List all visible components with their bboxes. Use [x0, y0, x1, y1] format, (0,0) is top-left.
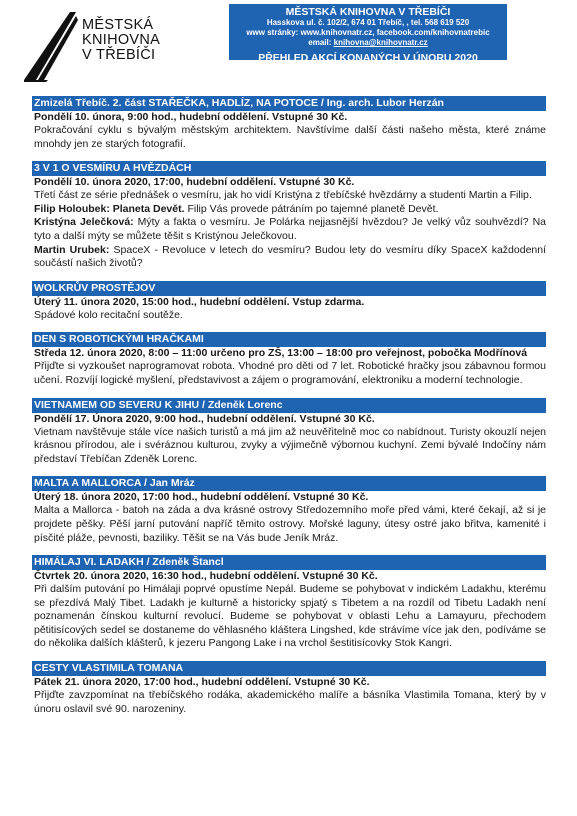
- paragraph-text: Vietnam navštěvuje stále více našich turistů a má jim až neuvěřitelně moc co nabídnout. Turisty okouzlí nejen krásnou přírodou, ale i svéráznou kulturou, zvyky a výjimečně výbornou kuchyní. Zemi bývalé Indočíny nám představí Třebíčan Zdeněk Lorenc.: [34, 425, 546, 465]
- event-paragraph: [34, 689, 546, 716]
- library-web: www stránky: www.knihovnatr.cz, facebook.com/knihovnatrebic: [246, 28, 490, 37]
- paragraph-text: Filip Vás provede pátráním po tajemné planetě Devět.: [184, 202, 439, 215]
- email-link[interactable]: knihovna@knihovnatr.cz: [333, 38, 428, 47]
- event-title: DEN S ROBOTICKÝMI HRAČKAMI: [32, 332, 546, 347]
- event-date: Pondělí 10. února 2020, 17:00, hudební oddělení. Vstupné 30 Kč.: [34, 176, 355, 189]
- event-paragraph: [34, 504, 546, 545]
- speaker-lead: Martin Urubek:: [34, 243, 110, 256]
- event-title: WOLKRŮV PROSTĚJOV: [32, 281, 546, 296]
- header-contact-block: [229, 4, 507, 64]
- event-paragraph: [34, 309, 546, 323]
- event-paragraph: [34, 189, 546, 203]
- paragraph-text: Malta a Mallorca - batoh na záda a dva krásné ostrovy Středozemního moře před vámi, které čekají, až si je projdete pěšky. Pěší jarní putování napříč těmito ostrovy. Mořské laguny, útesy ostré jako břitva, kamenité i písčité pláže, pevnosti, baziliky. Těšit se na Vás bude Jeník Mráz.: [34, 504, 546, 544]
- event-title: 3 V 1 O VESMÍRU A HVĚZDÁCH: [32, 161, 546, 176]
- logo-line: MĚSTSKÁ: [82, 17, 154, 33]
- event-description: [32, 504, 546, 545]
- event-title: VIETNAMEM OD SEVERU K JIHU / Zdeněk Lorenc: [32, 398, 546, 413]
- event-item: [32, 281, 546, 323]
- event-title: HIMÁLAJ VI. LADAKH / Zdeněk Štancl: [32, 555, 546, 570]
- library-email-line: [229, 38, 507, 48]
- logo-line: V TŘEBÍČI: [82, 47, 156, 63]
- paragraph-text: Přijďte zavzpomínat na třebíčského rodáka, akademického malíře a básníka Vlastimila Tomana, který by v únoru oslavil své 90. narozeniny.: [34, 689, 546, 715]
- event-description: [32, 124, 546, 151]
- event-title: MALTA A MALLORCA / Jan Mráz: [32, 476, 546, 491]
- library-name: MĚSTSKÁ KNIHOVNA V TŘEBÍČI: [285, 6, 451, 18]
- event-paragraph: [34, 216, 546, 243]
- library-address: Hasskova ul. č. 102/2, 674 01 Třebíč, , tel. 568 619 520: [266, 18, 470, 27]
- paragraph-text: Při dalším putování po Himálaji poprvé opustíme Nepál. Budeme se pohybovat v indickém Ladakhu, kterému se přezdívá Malý Tibet. Ladakh je kulturně a historicky spjatý s Tibetem a na rozdíl od Tibetu Ladakh není poznamenán čínskou kulturní revolucí. Budeme se pohybovat v oblasti Lehu a Lamayuru, přechodem pětitisícových sedel se dostaneme do věhlasného kláštera Lingshed, kde strávíme více jak den, podíváme se do několika dalších klášterů, k jezeru Pangong Lake i na vrchol šestitisícovky Stok Kangri.: [34, 583, 546, 650]
- event-paragraph: [34, 124, 546, 151]
- event-item: [32, 96, 546, 151]
- paragraph-text: Přijďte si vyzkoušet naprogramovat robota. Vhodné pro děti od 7 let. Robotické hračky jsou zábavnou formou učení. Rozvíjí logické myšlení, představivost a zájem o programování, elektroniku a moderní technologie.: [34, 360, 546, 386]
- event-date: Pondělí 17. Února 2020, 9:00 hod., hudební oddělení. Vstupné 30 Kč.: [34, 412, 375, 425]
- event-item: [32, 476, 546, 545]
- event-description: [32, 189, 546, 271]
- event-date: Pondělí 10. února, 9:00 hod., hudební oddělení. Vstupné 30 Kč.: [34, 111, 348, 123]
- event-date: Úterý 11. února 2020, 15:00 hod., hudební oddělení. Vstup zdarma.: [34, 295, 365, 308]
- event-item: [32, 332, 546, 387]
- event-date: Čtvrtek 20. února 2020, 16:30 hod., hudební oddělení. Vstupné 30 Kč.: [34, 570, 378, 583]
- paragraph-text: Pokračování cyklu s bývalým městským architektem. Navštívíme další části našeho města, které známe mnohdy jen ze starých fotografií.: [34, 124, 546, 150]
- event-paragraph: [34, 583, 546, 651]
- paragraph-text: SpaceX - Revoluce v letech do vesmíru? Budou lety do vesmíru díky SpaceX každodenní součástí našich životů?: [34, 243, 547, 270]
- paragraph-text: Spádové kolo recitační soutěže.: [34, 308, 183, 321]
- events-list: [32, 96, 546, 726]
- logo-line: KNIHOVNA: [82, 32, 161, 48]
- event-description: [32, 583, 546, 651]
- event-description: [32, 689, 546, 716]
- book-emblem-icon: [22, 10, 82, 82]
- library-logo: [22, 10, 202, 82]
- event-description: [32, 309, 546, 323]
- event-date: Pátek 21. února 2020, 17:00 hod., hudební oddělení. Vstupné 30 Kč.: [34, 676, 370, 689]
- event-paragraph: [34, 244, 546, 271]
- page-title: PŘEHLED AKCÍ KONANÝCH V ÚNORU 2020: [258, 52, 478, 64]
- page-header: [22, 4, 555, 88]
- event-paragraph: [34, 203, 546, 217]
- event-date: Úterý 18. února 2020, 17:00 hod., hudební oddělení. Vstupné 30 Kč.: [34, 491, 369, 504]
- event-item: [32, 555, 546, 651]
- speaker-lead: Filip Holoubek: Planeta Devět.: [34, 202, 185, 215]
- event-description: [32, 360, 546, 387]
- logo-text: [82, 18, 160, 63]
- paragraph-text: Třetí část ze série přednášek o vesmíru, jak ho vidí Kristýna z třebíčské hvězdárny a studenti Martin a Filip.: [34, 189, 532, 202]
- event-description: [32, 426, 546, 467]
- event-title: CESTY VLASTIMILA TOMANA: [32, 661, 546, 676]
- event-paragraph: [34, 360, 546, 387]
- event-item: [32, 161, 546, 271]
- paragraph-text: Mýty a fakta o vesmíru. Je Polárka nejjasnější hvězdou? Je velký vůz souhvězdí? Na tyto a další mýty se můžete těšit s Kristýnou Jelečkovou.: [34, 216, 547, 242]
- event-item: [32, 398, 546, 467]
- email-prefix: email:: [308, 38, 334, 47]
- speaker-lead: Kristýna Jelečková:: [34, 216, 134, 229]
- event-date: Středa 12. února 2020, 8:00 – 11:00 určeno pro ZŠ, 13:00 – 18:00 pro veřejnost, pobočka Modřínová: [34, 347, 528, 360]
- event-title: Zmizelá Třebíč. 2. část STAŘEČKA, HADLÍZ, NA POTOCE / Ing. arch. Lubor Herzán: [32, 96, 546, 111]
- event-item: [32, 661, 546, 716]
- event-paragraph: [34, 426, 546, 467]
- header-box: [229, 4, 507, 88]
